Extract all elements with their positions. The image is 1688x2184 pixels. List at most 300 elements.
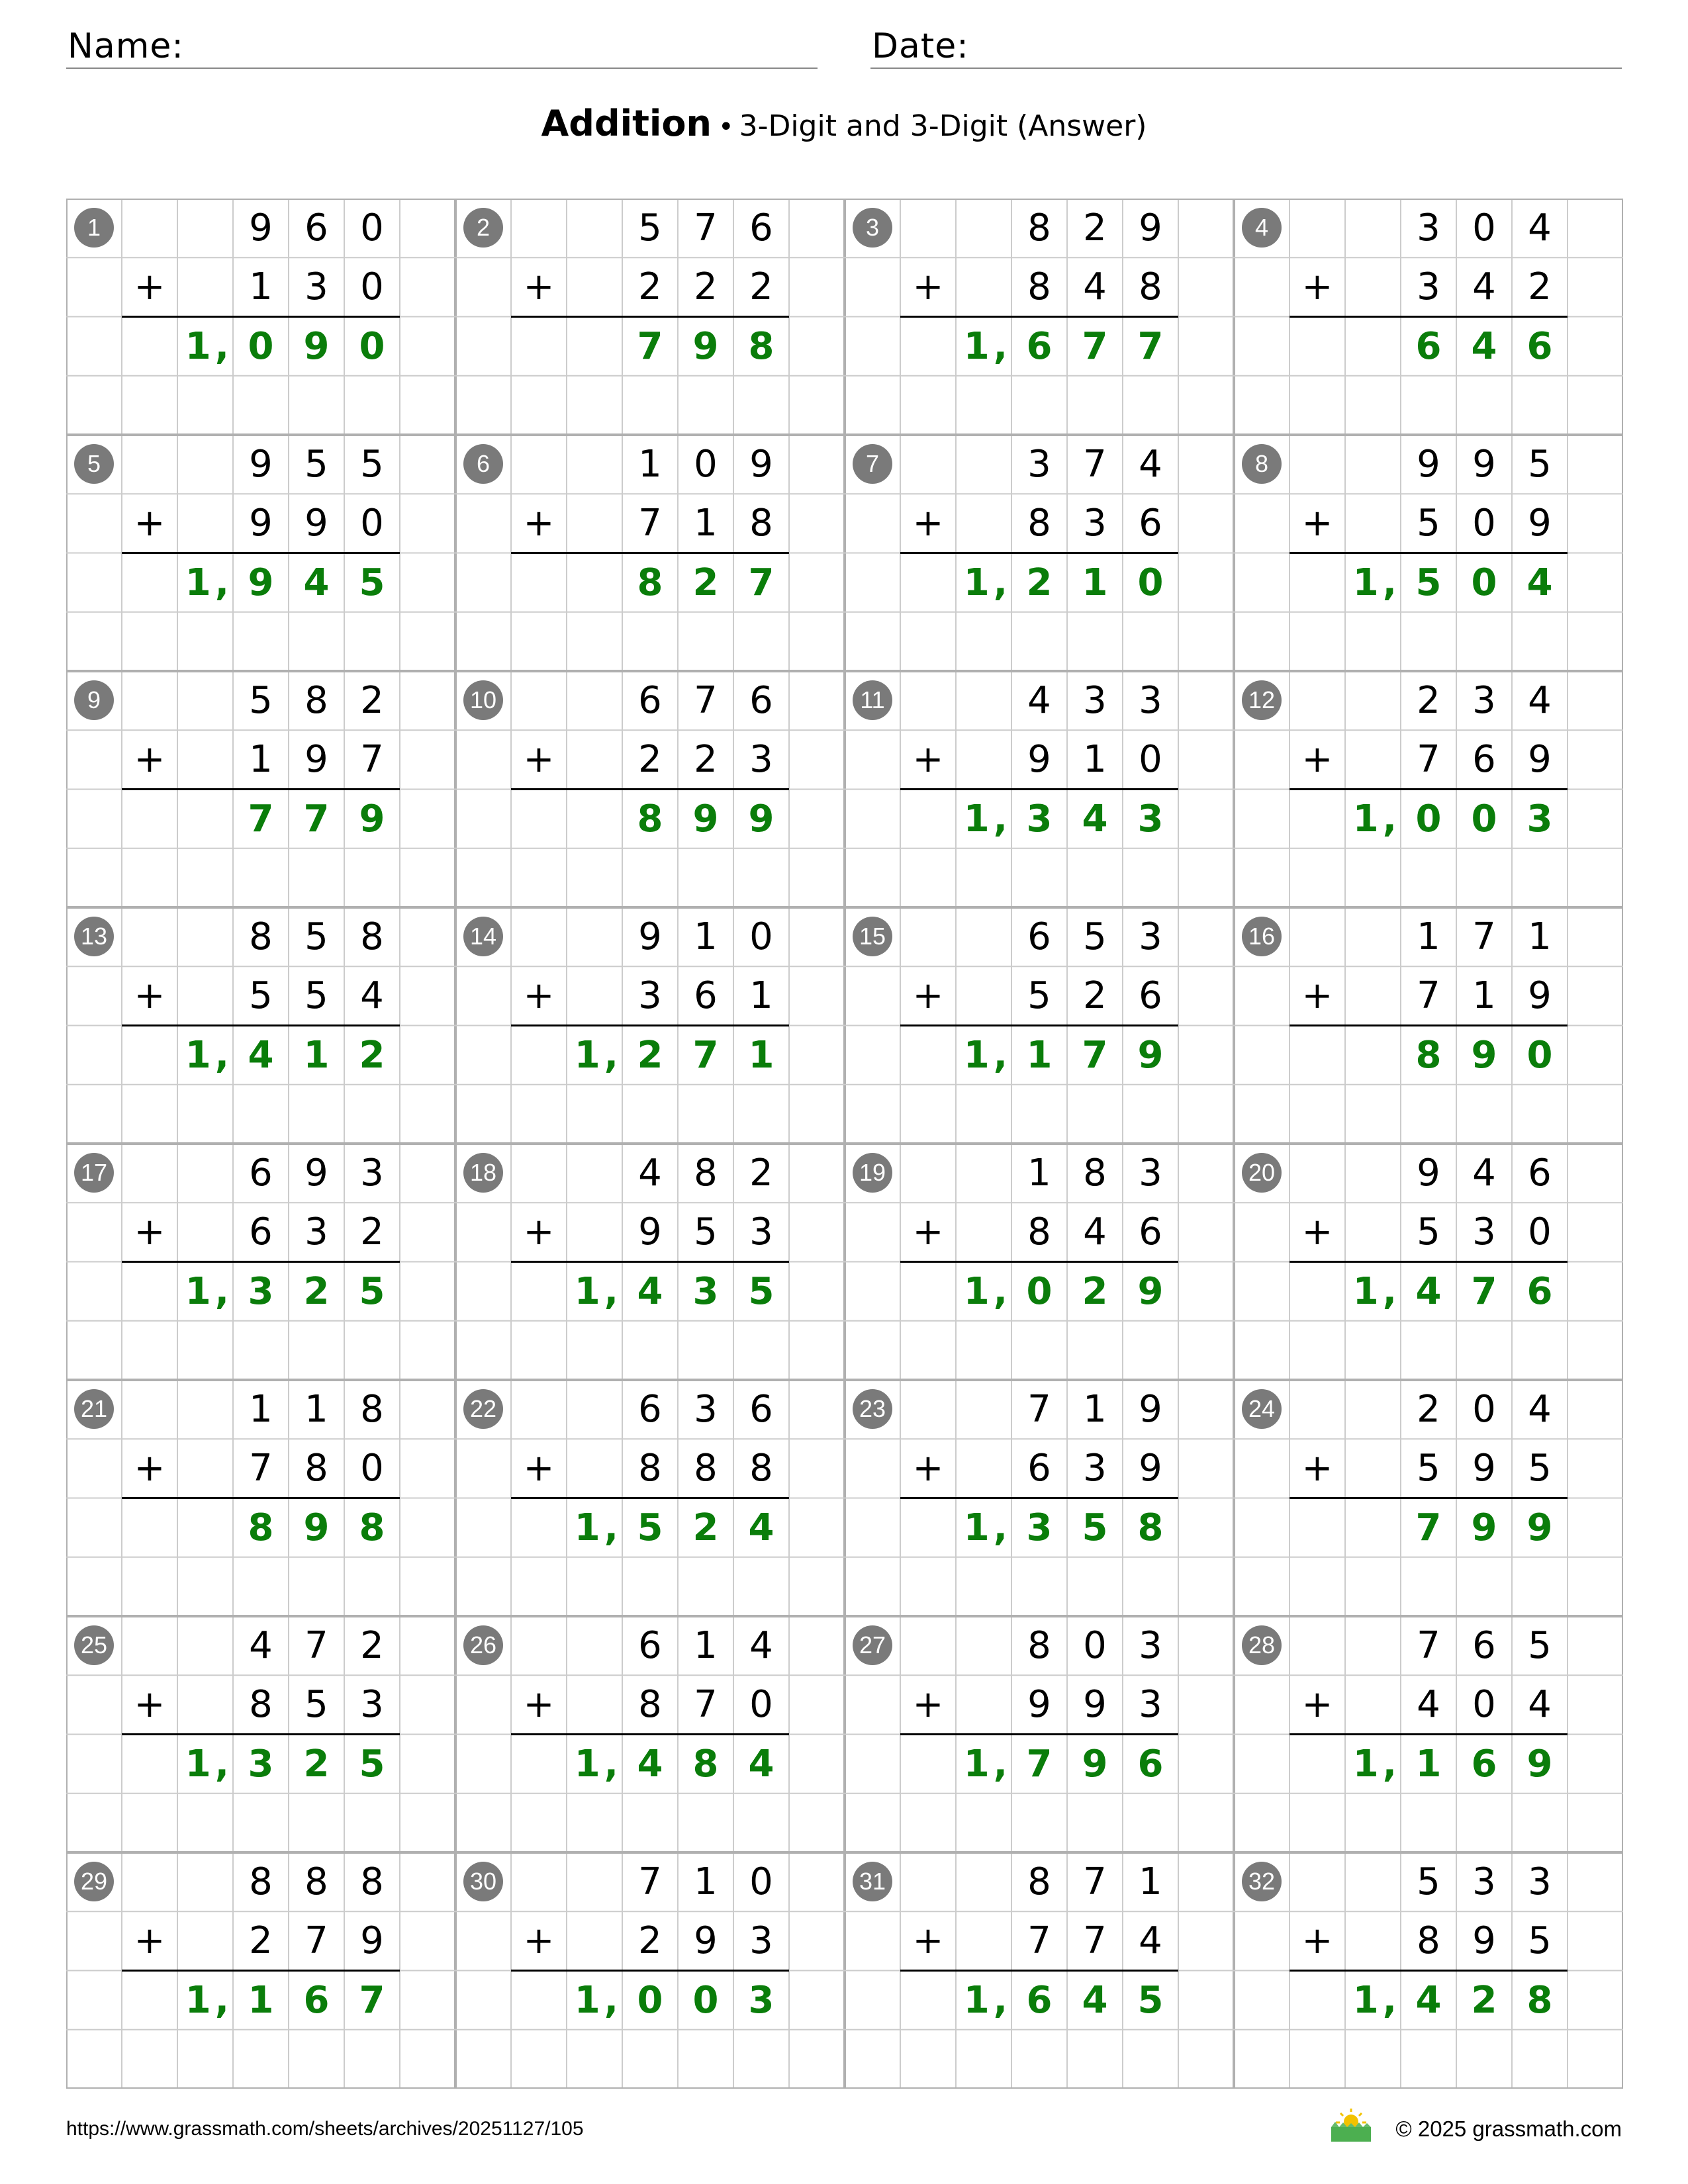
footer-url[interactable]: https://www.grassmath.com/sheets/archives/20251127/105 [66, 2118, 584, 2140]
problem-number-badge: 2 [463, 208, 503, 248]
addend-bottom-digit: 4 [1417, 1683, 1440, 1727]
addend-top-digit: 4 [1139, 443, 1162, 486]
answer-digit: 7 [1415, 1506, 1442, 1549]
addend-bottom-digit: 7 [1417, 974, 1440, 1018]
problem-number-badge: 5 [74, 444, 114, 484]
plus-sign: + [523, 1447, 555, 1490]
sum-line [1289, 1261, 1568, 1263]
problem-grid [66, 199, 1623, 2089]
addend-bottom-digit: 9 [1528, 974, 1552, 1018]
addend-top-digit: 7 [1027, 1388, 1051, 1431]
addend-bottom-digit: 3 [749, 738, 773, 782]
addend-top-digit: 9 [1139, 206, 1162, 250]
plus-sign: + [523, 1683, 555, 1727]
date-field[interactable] [870, 20, 1622, 69]
addend-bottom-digit: 8 [638, 1447, 662, 1490]
addend-top-digit: 4 [1472, 1152, 1496, 1195]
addend-top-digit: 3 [1139, 1624, 1162, 1667]
addend-top-digit: 3 [1472, 679, 1496, 722]
title-separator: • [718, 112, 734, 142]
answer-digit: 1, [185, 1978, 233, 2022]
answer-digit: 0 [1137, 561, 1164, 604]
addend-top-digit: 6 [749, 679, 773, 722]
answer-digit: 1, [185, 1742, 233, 1786]
addend-top-digit: 7 [1472, 915, 1496, 958]
title-main: Addition [541, 103, 712, 144]
problem-number-badge: 10 [463, 680, 503, 720]
answer-digit: 1, [963, 1269, 1011, 1313]
addend-bottom-digit: 5 [1027, 974, 1051, 1018]
answer-digit: 6 [1137, 1742, 1164, 1786]
answer-digit: 2 [1471, 1978, 1497, 2022]
answer-digit: 9 [1471, 1033, 1497, 1077]
addend-bottom-digit: 3 [1139, 1683, 1162, 1727]
addend-bottom-digit: 8 [1027, 502, 1051, 545]
addend-top-digit: 1 [1083, 1388, 1107, 1431]
addend-bottom-digit: 0 [1528, 1210, 1552, 1254]
addend-top-digit: 8 [360, 1388, 384, 1431]
addend-bottom-digit: 8 [1139, 265, 1162, 309]
addend-bottom-digit: 2 [638, 738, 662, 782]
problem-number-badge: 13 [74, 917, 114, 956]
problem-number-badge: 32 [1242, 1862, 1282, 1901]
title-subtitle: 3-Digit and 3-Digit (Answer) [739, 109, 1147, 143]
addend-top-digit: 1 [249, 1388, 273, 1431]
problem-number-badge: 7 [853, 444, 892, 484]
answer-digit: 8 [637, 561, 663, 604]
answer-digit: 6 [1526, 1269, 1553, 1313]
addend-top-digit: 6 [749, 1388, 773, 1431]
answer-digit: 7 [1082, 324, 1108, 368]
addend-bottom-digit: 9 [1528, 738, 1552, 782]
addend-top-digit: 9 [749, 443, 773, 486]
addend-bottom-digit: 8 [1027, 1210, 1051, 1254]
addend-bottom-digit: 0 [360, 1447, 384, 1490]
answer-digit: 7 [248, 797, 274, 841]
plus-sign: + [523, 502, 555, 545]
addend-top-digit: 4 [638, 1152, 662, 1195]
problem-number-badge: 18 [463, 1153, 503, 1193]
addend-bottom-digit: 5 [249, 974, 273, 1018]
addend-bottom-digit: 5 [1417, 502, 1440, 545]
answer-digit: 5 [359, 561, 385, 604]
answer-digit: 9 [359, 797, 385, 841]
addend-bottom-digit: 9 [1528, 502, 1552, 545]
addend-top-digit: 4 [1027, 679, 1051, 722]
addend-top-digit: 2 [360, 679, 384, 722]
addend-top-digit: 6 [638, 1624, 662, 1667]
sum-line [1289, 1733, 1568, 1735]
answer-digit: 9 [1082, 1742, 1108, 1786]
addend-top-digit: 6 [749, 206, 773, 250]
addend-top-digit: 9 [249, 206, 273, 250]
answer-digit: 1, [1352, 1978, 1401, 2022]
answer-digit: 2 [1026, 561, 1053, 604]
plus-sign: + [912, 1683, 944, 1727]
answer-digit: 7 [748, 561, 774, 604]
answer-digit: 6 [303, 1978, 330, 2022]
addend-bottom-digit: 3 [360, 1683, 384, 1727]
sum-line [511, 788, 789, 790]
addend-bottom-digit: 6 [1139, 1210, 1162, 1254]
problem-number-badge: 25 [74, 1625, 114, 1665]
answer-digit: 7 [692, 1033, 719, 1077]
problem-number-badge: 12 [1242, 680, 1282, 720]
addend-top-digit: 7 [305, 1624, 328, 1667]
addend-bottom-digit: 5 [1528, 1919, 1552, 1963]
addend-top-digit: 7 [1417, 1624, 1440, 1667]
addend-top-digit: 7 [638, 1860, 662, 1903]
addend-bottom-digit: 5 [305, 974, 328, 1018]
addend-bottom-digit: 3 [1472, 1210, 1496, 1254]
answer-digit: 1 [1026, 1033, 1053, 1077]
answer-digit: 7 [637, 324, 663, 368]
answer-digit: 1, [185, 561, 233, 604]
addend-top-digit: 6 [1027, 915, 1051, 958]
answer-digit: 2 [303, 1742, 330, 1786]
addend-top-digit: 5 [1528, 1624, 1552, 1667]
plus-sign: + [1301, 738, 1333, 782]
addend-bottom-digit: 2 [749, 265, 773, 309]
answer-digit: 9 [1526, 1506, 1553, 1549]
addend-top-digit: 1 [305, 1388, 328, 1431]
footer-copyright: © 2025 grassmath.com [1395, 2116, 1622, 2141]
addend-top-digit: 3 [1139, 1152, 1162, 1195]
plus-sign: + [912, 502, 944, 545]
sum-line [122, 1733, 400, 1735]
answer-digit: 4 [637, 1742, 663, 1786]
addend-bottom-digit: 9 [1083, 1683, 1107, 1727]
sum-line [900, 1261, 1178, 1263]
answer-digit: 6 [1026, 1978, 1053, 2022]
answer-digit: 0 [1526, 1033, 1553, 1077]
answer-digit: 1, [574, 1742, 622, 1786]
problem-number-badge: 9 [74, 680, 114, 720]
addend-bottom-digit: 8 [249, 1683, 273, 1727]
answer-digit: 4 [637, 1269, 663, 1313]
addend-bottom-digit: 0 [360, 502, 384, 545]
answer-digit: 1 [748, 1033, 774, 1077]
addend-top-digit: 8 [360, 915, 384, 958]
answer-digit: 4 [748, 1506, 774, 1549]
sum-line [511, 1970, 789, 1972]
answer-digit: 1, [1352, 561, 1401, 604]
plus-sign: + [1301, 1447, 1333, 1490]
addend-bottom-digit: 0 [1139, 738, 1162, 782]
answer-digit: 8 [359, 1506, 385, 1549]
addend-bottom-digit: 7 [305, 1919, 328, 1963]
addend-top-digit: 1 [1528, 915, 1552, 958]
sum-line [122, 788, 400, 790]
answer-digit: 1, [574, 1269, 622, 1313]
addend-bottom-digit: 3 [749, 1210, 773, 1254]
answer-digit: 3 [248, 1742, 274, 1786]
name-field[interactable] [66, 20, 818, 69]
addend-top-digit: 5 [360, 443, 384, 486]
addend-bottom-digit: 1 [1083, 738, 1107, 782]
addend-top-digit: 1 [1417, 915, 1440, 958]
answer-digit: 8 [637, 797, 663, 841]
problem-number-badge: 14 [463, 917, 503, 956]
answer-digit: 0 [1026, 1269, 1053, 1313]
answer-digit: 2 [637, 1033, 663, 1077]
answer-digit: 4 [1082, 1978, 1108, 2022]
answer-digit: 0 [359, 324, 385, 368]
addend-bottom-digit: 3 [638, 974, 662, 1018]
answer-digit: 1 [248, 1978, 274, 2022]
answer-digit: 7 [1082, 1033, 1108, 1077]
addend-top-digit: 2 [1417, 1388, 1440, 1431]
plus-sign: + [1301, 1210, 1333, 1254]
addend-bottom-digit: 2 [249, 1919, 273, 1963]
addend-bottom-digit: 8 [638, 1683, 662, 1727]
addend-top-digit: 0 [360, 206, 384, 250]
answer-digit: 1, [574, 1978, 622, 2022]
addend-top-digit: 6 [638, 679, 662, 722]
addend-top-digit: 6 [1528, 1152, 1552, 1195]
addend-bottom-digit: 3 [1417, 265, 1440, 309]
answer-digit: 0 [1415, 797, 1442, 841]
addend-top-digit: 8 [249, 915, 273, 958]
answer-digit: 3 [248, 1269, 274, 1313]
answer-digit: 6 [1526, 324, 1553, 368]
answer-digit: 5 [1082, 1506, 1108, 1549]
answer-digit: 8 [692, 1742, 719, 1786]
answer-digit: 0 [692, 1978, 719, 2022]
problem-number-badge: 8 [1242, 444, 1282, 484]
addend-top-digit: 3 [694, 1388, 718, 1431]
answer-digit: 1, [185, 1269, 233, 1313]
addend-top-digit: 4 [1528, 679, 1552, 722]
plus-sign: + [1301, 1919, 1333, 1963]
answer-digit: 2 [359, 1033, 385, 1077]
addend-top-digit: 8 [1027, 1860, 1051, 1903]
addend-top-digit: 1 [1139, 1860, 1162, 1903]
addend-top-digit: 5 [249, 679, 273, 722]
addend-bottom-digit: 8 [305, 1447, 328, 1490]
addend-bottom-digit: 5 [1528, 1447, 1552, 1490]
addend-bottom-digit: 3 [749, 1919, 773, 1963]
problem-number-badge: 1 [74, 208, 114, 248]
answer-digit: 6 [1415, 324, 1442, 368]
problem-number-badge: 26 [463, 1625, 503, 1665]
answer-digit: 3 [1026, 797, 1053, 841]
sum-line [1289, 788, 1568, 790]
sum-line [511, 1024, 789, 1026]
addend-bottom-digit: 2 [1083, 974, 1107, 1018]
addend-bottom-digit: 7 [694, 1683, 718, 1727]
addend-top-digit: 4 [749, 1624, 773, 1667]
sum-line [511, 316, 789, 318]
plus-sign: + [912, 1919, 944, 1963]
addend-bottom-digit: 5 [1417, 1210, 1440, 1254]
answer-digit: 4 [1471, 324, 1497, 368]
problem-number-badge: 20 [1242, 1153, 1282, 1193]
addend-bottom-digit: 7 [1417, 738, 1440, 782]
addend-top-digit: 4 [1528, 206, 1552, 250]
sum-line [900, 1970, 1178, 1972]
answer-digit: 1, [1352, 1742, 1401, 1786]
problem-number-badge: 30 [463, 1862, 503, 1901]
answer-digit: 7 [303, 797, 330, 841]
problem-number-badge: 17 [74, 1153, 114, 1193]
addend-top-digit: 5 [1083, 915, 1107, 958]
answer-digit: 4 [1526, 561, 1553, 604]
addend-bottom-digit: 7 [249, 1447, 273, 1490]
answer-digit: 9 [748, 797, 774, 841]
addend-bottom-digit: 2 [360, 1210, 384, 1254]
answer-digit: 9 [303, 1506, 330, 1549]
answer-digit: 8 [1415, 1033, 1442, 1077]
addend-top-digit: 1 [694, 915, 718, 958]
answer-digit: 8 [748, 324, 774, 368]
addend-top-digit: 5 [1417, 1860, 1440, 1903]
answer-digit: 0 [1471, 561, 1497, 604]
answer-digit: 4 [248, 1033, 274, 1077]
problem-number-badge: 31 [853, 1862, 892, 1901]
plus-sign: + [1301, 265, 1333, 309]
sum-line [1289, 552, 1568, 554]
addend-bottom-digit: 9 [1027, 1683, 1051, 1727]
addend-top-digit: 8 [249, 1860, 273, 1903]
addend-bottom-digit: 5 [694, 1210, 718, 1254]
addend-bottom-digit: 7 [638, 502, 662, 545]
plus-sign: + [912, 974, 944, 1018]
addend-bottom-digit: 8 [1417, 1919, 1440, 1963]
sum-line [122, 316, 400, 318]
addend-bottom-digit: 3 [305, 265, 328, 309]
problem-number-badge: 3 [853, 208, 892, 248]
sum-line [511, 552, 789, 554]
answer-digit: 5 [748, 1269, 774, 1313]
addend-top-digit: 5 [1528, 443, 1552, 486]
addend-top-digit: 5 [305, 443, 328, 486]
addend-top-digit: 7 [1083, 443, 1107, 486]
addend-top-digit: 6 [249, 1152, 273, 1195]
answer-digit: 1 [1082, 561, 1108, 604]
answer-digit: 9 [248, 561, 274, 604]
answer-digit: 1 [303, 1033, 330, 1077]
addend-bottom-digit: 1 [249, 738, 273, 782]
answer-digit: 1, [1352, 1269, 1401, 1313]
plus-sign: + [523, 1919, 555, 1963]
sum-line [900, 788, 1178, 790]
answer-digit: 0 [1471, 797, 1497, 841]
addend-top-digit: 2 [1417, 679, 1440, 722]
answer-digit: 6 [1026, 324, 1053, 368]
sum-line [511, 1733, 789, 1735]
addend-bottom-digit: 7 [1083, 1919, 1107, 1963]
addend-top-digit: 2 [1083, 206, 1107, 250]
plus-sign: + [912, 265, 944, 309]
problem-number-badge: 11 [853, 680, 892, 720]
addend-top-digit: 1 [694, 1624, 718, 1667]
answer-digit: 1, [574, 1506, 622, 1549]
problem-number-badge: 15 [853, 917, 892, 956]
plus-sign: + [912, 738, 944, 782]
answer-digit: 7 [359, 1978, 385, 2022]
problem-number-badge: 22 [463, 1389, 503, 1429]
answer-digit: 1, [185, 324, 233, 368]
addend-top-digit: 6 [1472, 1624, 1496, 1667]
addend-bottom-digit: 2 [638, 1919, 662, 1963]
answer-digit: 5 [1137, 1978, 1164, 2022]
plus-sign: + [134, 974, 165, 1018]
answer-digit: 9 [303, 324, 330, 368]
addend-top-digit: 8 [305, 1860, 328, 1903]
addend-bottom-digit: 4 [1472, 265, 1496, 309]
addend-bottom-digit: 6 [1139, 974, 1162, 1018]
sum-line [511, 1261, 789, 1263]
addend-bottom-digit: 8 [694, 1447, 718, 1490]
addend-top-digit: 2 [749, 1152, 773, 1195]
answer-digit: 5 [359, 1269, 385, 1313]
answer-digit: 6 [1471, 1742, 1497, 1786]
answer-digit: 1, [963, 1033, 1011, 1077]
problem-number-badge: 28 [1242, 1625, 1282, 1665]
problem-number-badge: 29 [74, 1862, 114, 1901]
answer-digit: 1, [574, 1033, 622, 1077]
answer-digit: 1, [963, 1742, 1011, 1786]
addend-top-digit: 8 [694, 1152, 718, 1195]
addend-bottom-digit: 8 [1027, 265, 1051, 309]
plus-sign: + [134, 738, 165, 782]
addend-top-digit: 5 [638, 206, 662, 250]
addend-bottom-digit: 3 [1083, 1447, 1107, 1490]
answer-digit: 9 [1137, 1269, 1164, 1313]
answer-digit: 0 [637, 1978, 663, 2022]
answer-digit: 1, [185, 1033, 233, 1077]
answer-digit: 3 [1026, 1506, 1053, 1549]
addend-top-digit: 0 [749, 1860, 773, 1903]
addend-bottom-digit: 7 [360, 738, 384, 782]
addend-top-digit: 8 [1027, 206, 1051, 250]
problem-number-badge: 19 [853, 1153, 892, 1193]
sum-line [900, 1733, 1178, 1735]
plus-sign: + [523, 1210, 555, 1254]
plus-sign: + [523, 265, 555, 309]
answer-digit: 1, [1352, 797, 1401, 841]
problem-number-badge: 23 [853, 1389, 892, 1429]
addend-top-digit: 1 [638, 443, 662, 486]
addend-top-digit: 4 [249, 1624, 273, 1667]
answer-digit: 9 [692, 324, 719, 368]
addend-top-digit: 0 [1472, 1388, 1496, 1431]
addend-bottom-digit: 0 [749, 1683, 773, 1727]
addend-top-digit: 9 [1472, 443, 1496, 486]
problem-number-badge: 24 [1242, 1389, 1282, 1429]
plus-sign: + [523, 974, 555, 1018]
addend-top-digit: 9 [249, 443, 273, 486]
sum-line [511, 1497, 789, 1499]
addend-bottom-digit: 6 [1139, 502, 1162, 545]
addend-top-digit: 0 [1083, 1624, 1107, 1667]
addend-top-digit: 3 [1139, 679, 1162, 722]
answer-digit: 3 [692, 1269, 719, 1313]
addend-bottom-digit: 7 [1027, 1919, 1051, 1963]
addend-top-digit: 3 [1528, 1860, 1552, 1903]
answer-digit: 9 [692, 797, 719, 841]
addend-bottom-digit: 2 [694, 265, 718, 309]
sum-line [122, 1024, 400, 1026]
answer-digit: 4 [1082, 797, 1108, 841]
problem-number-badge: 6 [463, 444, 503, 484]
addend-top-digit: 6 [638, 1388, 662, 1431]
answer-digit: 7 [1137, 324, 1164, 368]
addend-top-digit: 8 [305, 679, 328, 722]
addend-top-digit: 9 [1417, 1152, 1440, 1195]
addend-bottom-digit: 6 [1027, 1447, 1051, 1490]
